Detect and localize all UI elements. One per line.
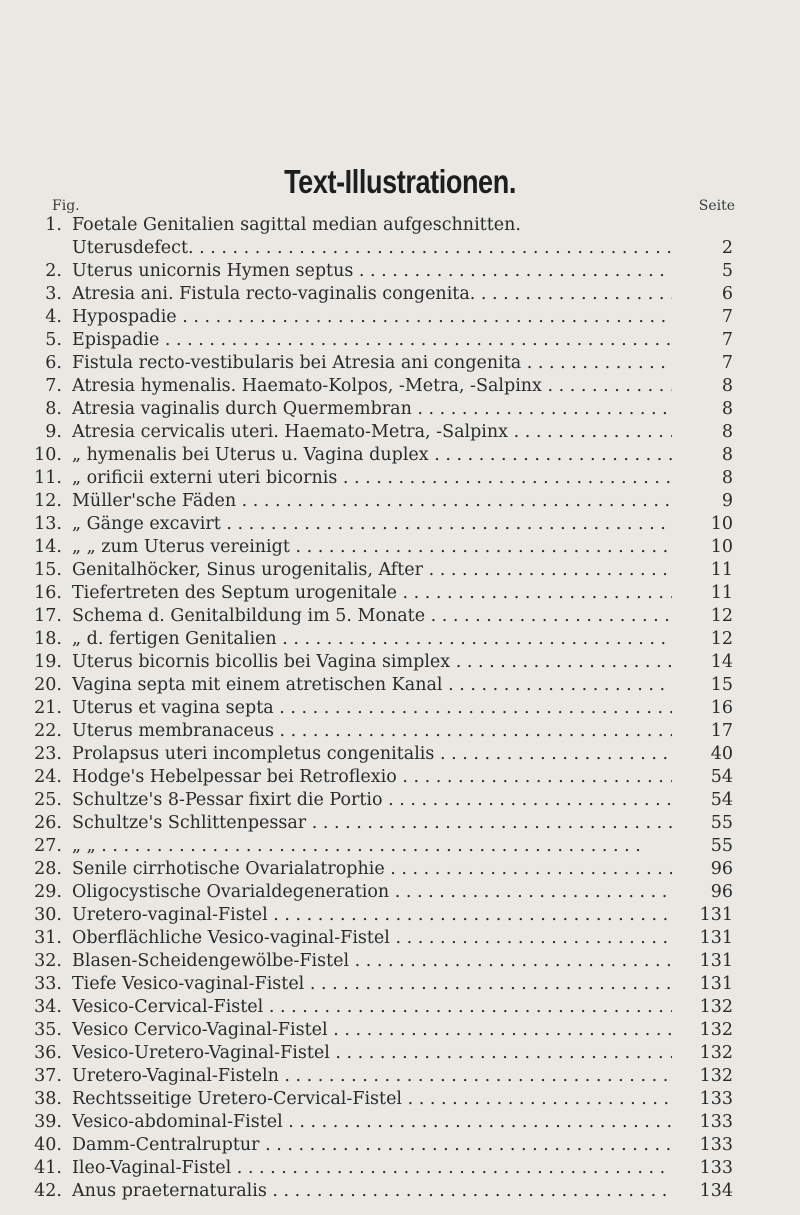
figure-number: 26. <box>34 813 62 833</box>
entry-title: Foetale Genitalien sagittal median aufgeschnitten. <box>72 215 521 235</box>
page-number: 10 <box>710 514 733 534</box>
figure-number: 6. <box>45 353 62 373</box>
figure-number: 34. <box>34 997 62 1017</box>
entry-title: „ Gänge excavirt <box>72 514 221 534</box>
entry-title: Oberflächliche Vesico-vaginal-Fistel <box>72 928 390 948</box>
index-entry <box>0 1180 800 1203</box>
figure-number: 38. <box>34 1089 62 1109</box>
figure-number: 11. <box>34 468 62 488</box>
entry-title-leader <box>72 375 672 398</box>
entry-title-leader <box>72 214 672 237</box>
entry-title: Genitalhöcker, Sinus urogenitalis, After <box>72 560 423 580</box>
index-entry <box>0 283 800 306</box>
entry-title: Ileo-Vaginal-Fistel <box>72 1158 232 1178</box>
figure-number: 12. <box>34 491 62 511</box>
index-entry <box>0 1157 800 1180</box>
index-entry <box>0 559 800 582</box>
entry-title: „ „ <box>72 836 96 856</box>
entry-title-leader <box>72 329 672 352</box>
index-entry <box>0 605 800 628</box>
page-number: 134 <box>699 1181 733 1201</box>
entry-title: Fistula recto-vestibularis bei Atresia ani congenita <box>72 353 522 373</box>
index-entry <box>0 858 800 881</box>
index-entry <box>0 1019 800 1042</box>
figure-number: 31. <box>34 928 62 948</box>
page-number: 133 <box>699 1089 733 1109</box>
entry-title: Tiefe Vesico-vaginal-Fistel <box>72 974 305 994</box>
page-number: 9 <box>721 491 733 511</box>
figure-number: 42. <box>34 1181 62 1201</box>
page-number: 14 <box>710 652 733 672</box>
entry-title: „ hymenalis bei Uterus u. Vagina duplex <box>72 445 429 465</box>
entry-title: Vagina septa mit einem atretischen Kanal <box>72 675 443 695</box>
entry-title-leader <box>72 697 672 720</box>
index-entry <box>0 812 800 835</box>
entry-title-leader <box>72 789 672 812</box>
figure-number: 33. <box>34 974 62 994</box>
entry-title-leader <box>72 950 672 973</box>
page-number: 55 <box>710 813 733 833</box>
page-number: 54 <box>710 767 733 787</box>
entry-title-leader <box>72 743 672 766</box>
page-number: 132 <box>699 1043 733 1063</box>
index-entry <box>0 467 800 490</box>
entry-title: Atresia cervicalis uteri. Haemato-Metra, -Salpinx <box>72 422 509 442</box>
page-number: 6 <box>721 284 733 304</box>
entry-title-leader <box>72 306 672 329</box>
entry-title: „ orificii externi uteri bicornis <box>72 468 338 488</box>
page-number: 131 <box>699 951 733 971</box>
entry-title-leader <box>72 582 672 605</box>
index-entry <box>0 996 800 1019</box>
entry-title: Epispadie <box>72 330 160 350</box>
page-number: 8 <box>721 422 733 442</box>
index-entry <box>0 720 800 743</box>
figure-number: 7. <box>45 376 62 396</box>
page-number: 132 <box>699 1020 733 1040</box>
entry-title: Uretero-vaginal-Fistel <box>72 905 268 925</box>
entry-title: Schultze's 8-Pessar fixirt die Portio <box>72 790 383 810</box>
entry-title: Hodge's Hebelpessar bei Retroflexio <box>72 767 397 787</box>
entry-title: Blasen-Scheidengewölbe-Fistel <box>72 951 350 971</box>
entry-title: Atresia vaginalis durch Quermembran <box>72 399 412 419</box>
entry-title: Schema d. Genitalbildung im 5. Monate <box>72 606 426 626</box>
entry-title-leader <box>72 490 672 513</box>
figure-number: 4. <box>45 307 62 327</box>
entry-title-leader <box>72 421 672 444</box>
entry-title-leader <box>72 927 672 950</box>
page-number: 15 <box>710 675 733 695</box>
index-entry <box>0 1134 800 1157</box>
entry-title-leader <box>72 674 672 697</box>
entry-title: Rechtsseitige Uretero-Cervical-Fistel <box>72 1089 403 1109</box>
index-entry <box>0 398 800 421</box>
entry-title: Senile cirrhotische Ovarialatrophie <box>72 859 385 879</box>
entry-title-leader <box>72 1042 672 1065</box>
figure-number: 29. <box>34 882 62 902</box>
index-entry <box>0 674 800 697</box>
page-number: 96 <box>710 882 733 902</box>
index-entry <box>0 582 800 605</box>
entry-title-leader <box>72 352 672 375</box>
index-entry <box>0 835 800 858</box>
figure-column-header: Fig. <box>52 198 80 214</box>
entry-title-leader <box>72 881 672 904</box>
entry-title-leader <box>72 398 672 421</box>
entry-title: Oligocystische Ovarialdegeneration <box>72 882 390 902</box>
index-entry <box>0 444 800 467</box>
index-entry <box>0 214 800 237</box>
entry-title: Vesico-abdominal-Fistel <box>72 1112 283 1132</box>
entry-title: Uterusdefect. <box>72 238 194 258</box>
index-entry <box>0 1111 800 1134</box>
page-number: 40 <box>710 744 733 764</box>
entry-title-leader <box>72 1111 672 1134</box>
index-entry <box>0 306 800 329</box>
page-number: 7 <box>721 307 733 327</box>
figure-number: 37. <box>34 1066 62 1086</box>
index-entry <box>0 536 800 559</box>
entry-title: Uretero-Vaginal-Fisteln <box>72 1066 279 1086</box>
page-number: 131 <box>699 905 733 925</box>
entry-title-leader <box>72 973 672 996</box>
entry-title: Müller'sche Fäden <box>72 491 237 511</box>
figure-number: 39. <box>34 1112 62 1132</box>
entry-title-leader <box>72 559 672 582</box>
figure-number: 28. <box>34 859 62 879</box>
entry-title-leader <box>72 513 672 536</box>
entry-title-leader <box>72 858 672 881</box>
entry-title-leader <box>72 812 672 835</box>
entry-title-leader <box>72 1180 672 1203</box>
index-entry <box>0 513 800 536</box>
figure-number: 1. <box>45 215 62 235</box>
entry-title: Atresia hymenalis. Haemato-Kolpos, -Metra, -Salpinx <box>72 376 542 396</box>
index-entry <box>0 697 800 720</box>
index-entry <box>0 950 800 973</box>
entry-title-leader <box>72 536 672 559</box>
page-number: 8 <box>721 376 733 396</box>
page-number: 133 <box>699 1158 733 1178</box>
index-entry <box>0 743 800 766</box>
page-number: 12 <box>710 606 733 626</box>
figure-number: 20. <box>34 675 62 695</box>
figure-number: 35. <box>34 1020 62 1040</box>
entry-title: Uterus unicornis Hymen septus <box>72 261 354 281</box>
page-number: 8 <box>721 445 733 465</box>
index-entry <box>0 651 800 674</box>
page-title: Text-Illustrationen. <box>284 163 516 200</box>
entry-title: Hypospadie <box>72 307 177 327</box>
figure-number: 30. <box>34 905 62 925</box>
index-entry <box>0 237 800 260</box>
index-entry <box>0 973 800 996</box>
figure-number: 23. <box>34 744 62 764</box>
entry-title-leader <box>72 766 672 789</box>
page-number: 16 <box>710 698 733 718</box>
index-entry <box>0 927 800 950</box>
figure-number: 13. <box>34 514 62 534</box>
entry-title: Schultze's Schlittenpessar <box>72 813 307 833</box>
page-number: 17 <box>710 721 733 741</box>
page-number: 7 <box>721 353 733 373</box>
page-number: 96 <box>710 859 733 879</box>
entry-title: „ d. fertigen Genitalien <box>72 629 277 649</box>
page-number: 133 <box>699 1112 733 1132</box>
entry-title-leader <box>72 260 672 283</box>
figure-number: 10. <box>34 445 62 465</box>
page-number: 10 <box>710 537 733 557</box>
entry-title-leader <box>72 1088 672 1111</box>
figure-number: 14. <box>34 537 62 557</box>
page-column-header: Seite <box>698 198 735 214</box>
index-entry <box>0 375 800 398</box>
figure-number: 27. <box>34 836 62 856</box>
index-entry <box>0 789 800 812</box>
index-entry <box>0 490 800 513</box>
figure-number: 15. <box>34 560 62 580</box>
entry-title: Uterus bicornis bicollis bei Vagina simplex <box>72 652 451 672</box>
figure-number: 24. <box>34 767 62 787</box>
page-number: 131 <box>699 928 733 948</box>
entry-title-leader <box>72 1019 672 1042</box>
figure-number: 25. <box>34 790 62 810</box>
page-number: 2 <box>721 238 733 258</box>
entry-title: „ „ zum Uterus vereinigt <box>72 537 290 557</box>
page-number: 12 <box>710 629 733 649</box>
entry-title-leader <box>72 651 672 674</box>
index-entry <box>0 329 800 352</box>
entry-title-leader <box>72 628 672 651</box>
figure-number: 16. <box>34 583 62 603</box>
index-entry <box>0 1065 800 1088</box>
index-entry <box>0 1088 800 1111</box>
entry-title: Tiefertreten des Septum urogenitale <box>72 583 397 603</box>
page-number: 133 <box>699 1135 733 1155</box>
figure-number: 40. <box>34 1135 62 1155</box>
page-number: 11 <box>710 560 733 580</box>
figure-number: 21. <box>34 698 62 718</box>
entry-title: Anus praeternaturalis <box>72 1181 267 1201</box>
figure-number: 41. <box>34 1158 62 1178</box>
illustration-index <box>0 214 800 1203</box>
page-number: 132 <box>699 1066 733 1086</box>
figure-number: 2. <box>45 261 62 281</box>
entry-title: Vesico-Cervical-Fistel <box>72 997 264 1017</box>
entry-title-leader <box>72 283 672 306</box>
page-number: 132 <box>699 997 733 1017</box>
entry-title-leader <box>72 467 672 490</box>
page-number: 8 <box>721 468 733 488</box>
figure-number: 3. <box>45 284 62 304</box>
entry-title-leader <box>72 444 672 467</box>
index-entry <box>0 881 800 904</box>
entry-title-leader <box>72 1157 672 1180</box>
figure-number: 19. <box>34 652 62 672</box>
page-number: 5 <box>721 261 733 281</box>
figure-number: 18. <box>34 629 62 649</box>
figure-number: 5. <box>45 330 62 350</box>
index-entry <box>0 1042 800 1065</box>
entry-title: Prolapsus uteri incompletus congenitalis <box>72 744 435 764</box>
figure-number: 8. <box>45 399 62 419</box>
figure-number: 22. <box>34 721 62 741</box>
entry-title: Damm-Centralruptur <box>72 1135 260 1155</box>
figure-number: 9. <box>45 422 62 442</box>
index-entry <box>0 766 800 789</box>
page-number: 8 <box>721 399 733 419</box>
index-entry <box>0 904 800 927</box>
entry-title-leader <box>72 904 672 927</box>
entry-title-leader <box>72 1065 672 1088</box>
figure-number: 36. <box>34 1043 62 1063</box>
entry-title: Uterus membranaceus <box>72 721 274 741</box>
page-number: 131 <box>699 974 733 994</box>
page-number: 55 <box>710 836 733 856</box>
page-number: 7 <box>721 330 733 350</box>
page-number: 54 <box>710 790 733 810</box>
figure-number: 32. <box>34 951 62 971</box>
figure-number: 17. <box>34 606 62 626</box>
entry-title: Vesico-Uretero-Vaginal-Fistel <box>72 1043 330 1063</box>
index-entry <box>0 260 800 283</box>
entry-title-leader <box>72 835 672 858</box>
index-entry <box>0 352 800 375</box>
entry-title-leader <box>72 720 672 743</box>
index-entry <box>0 421 800 444</box>
entry-title-leader <box>72 1134 672 1157</box>
entry-title: Atresia ani. Fistula recto-vaginalis congenita. <box>72 284 476 304</box>
page-number: 11 <box>710 583 733 603</box>
entry-title-leader <box>72 237 672 260</box>
entry-title: Uterus et vagina septa <box>72 698 274 718</box>
entry-title-leader <box>72 996 672 1019</box>
entry-title-leader <box>72 605 672 628</box>
entry-title: Vesico Cervico-Vaginal-Fistel <box>72 1020 328 1040</box>
index-entry <box>0 628 800 651</box>
